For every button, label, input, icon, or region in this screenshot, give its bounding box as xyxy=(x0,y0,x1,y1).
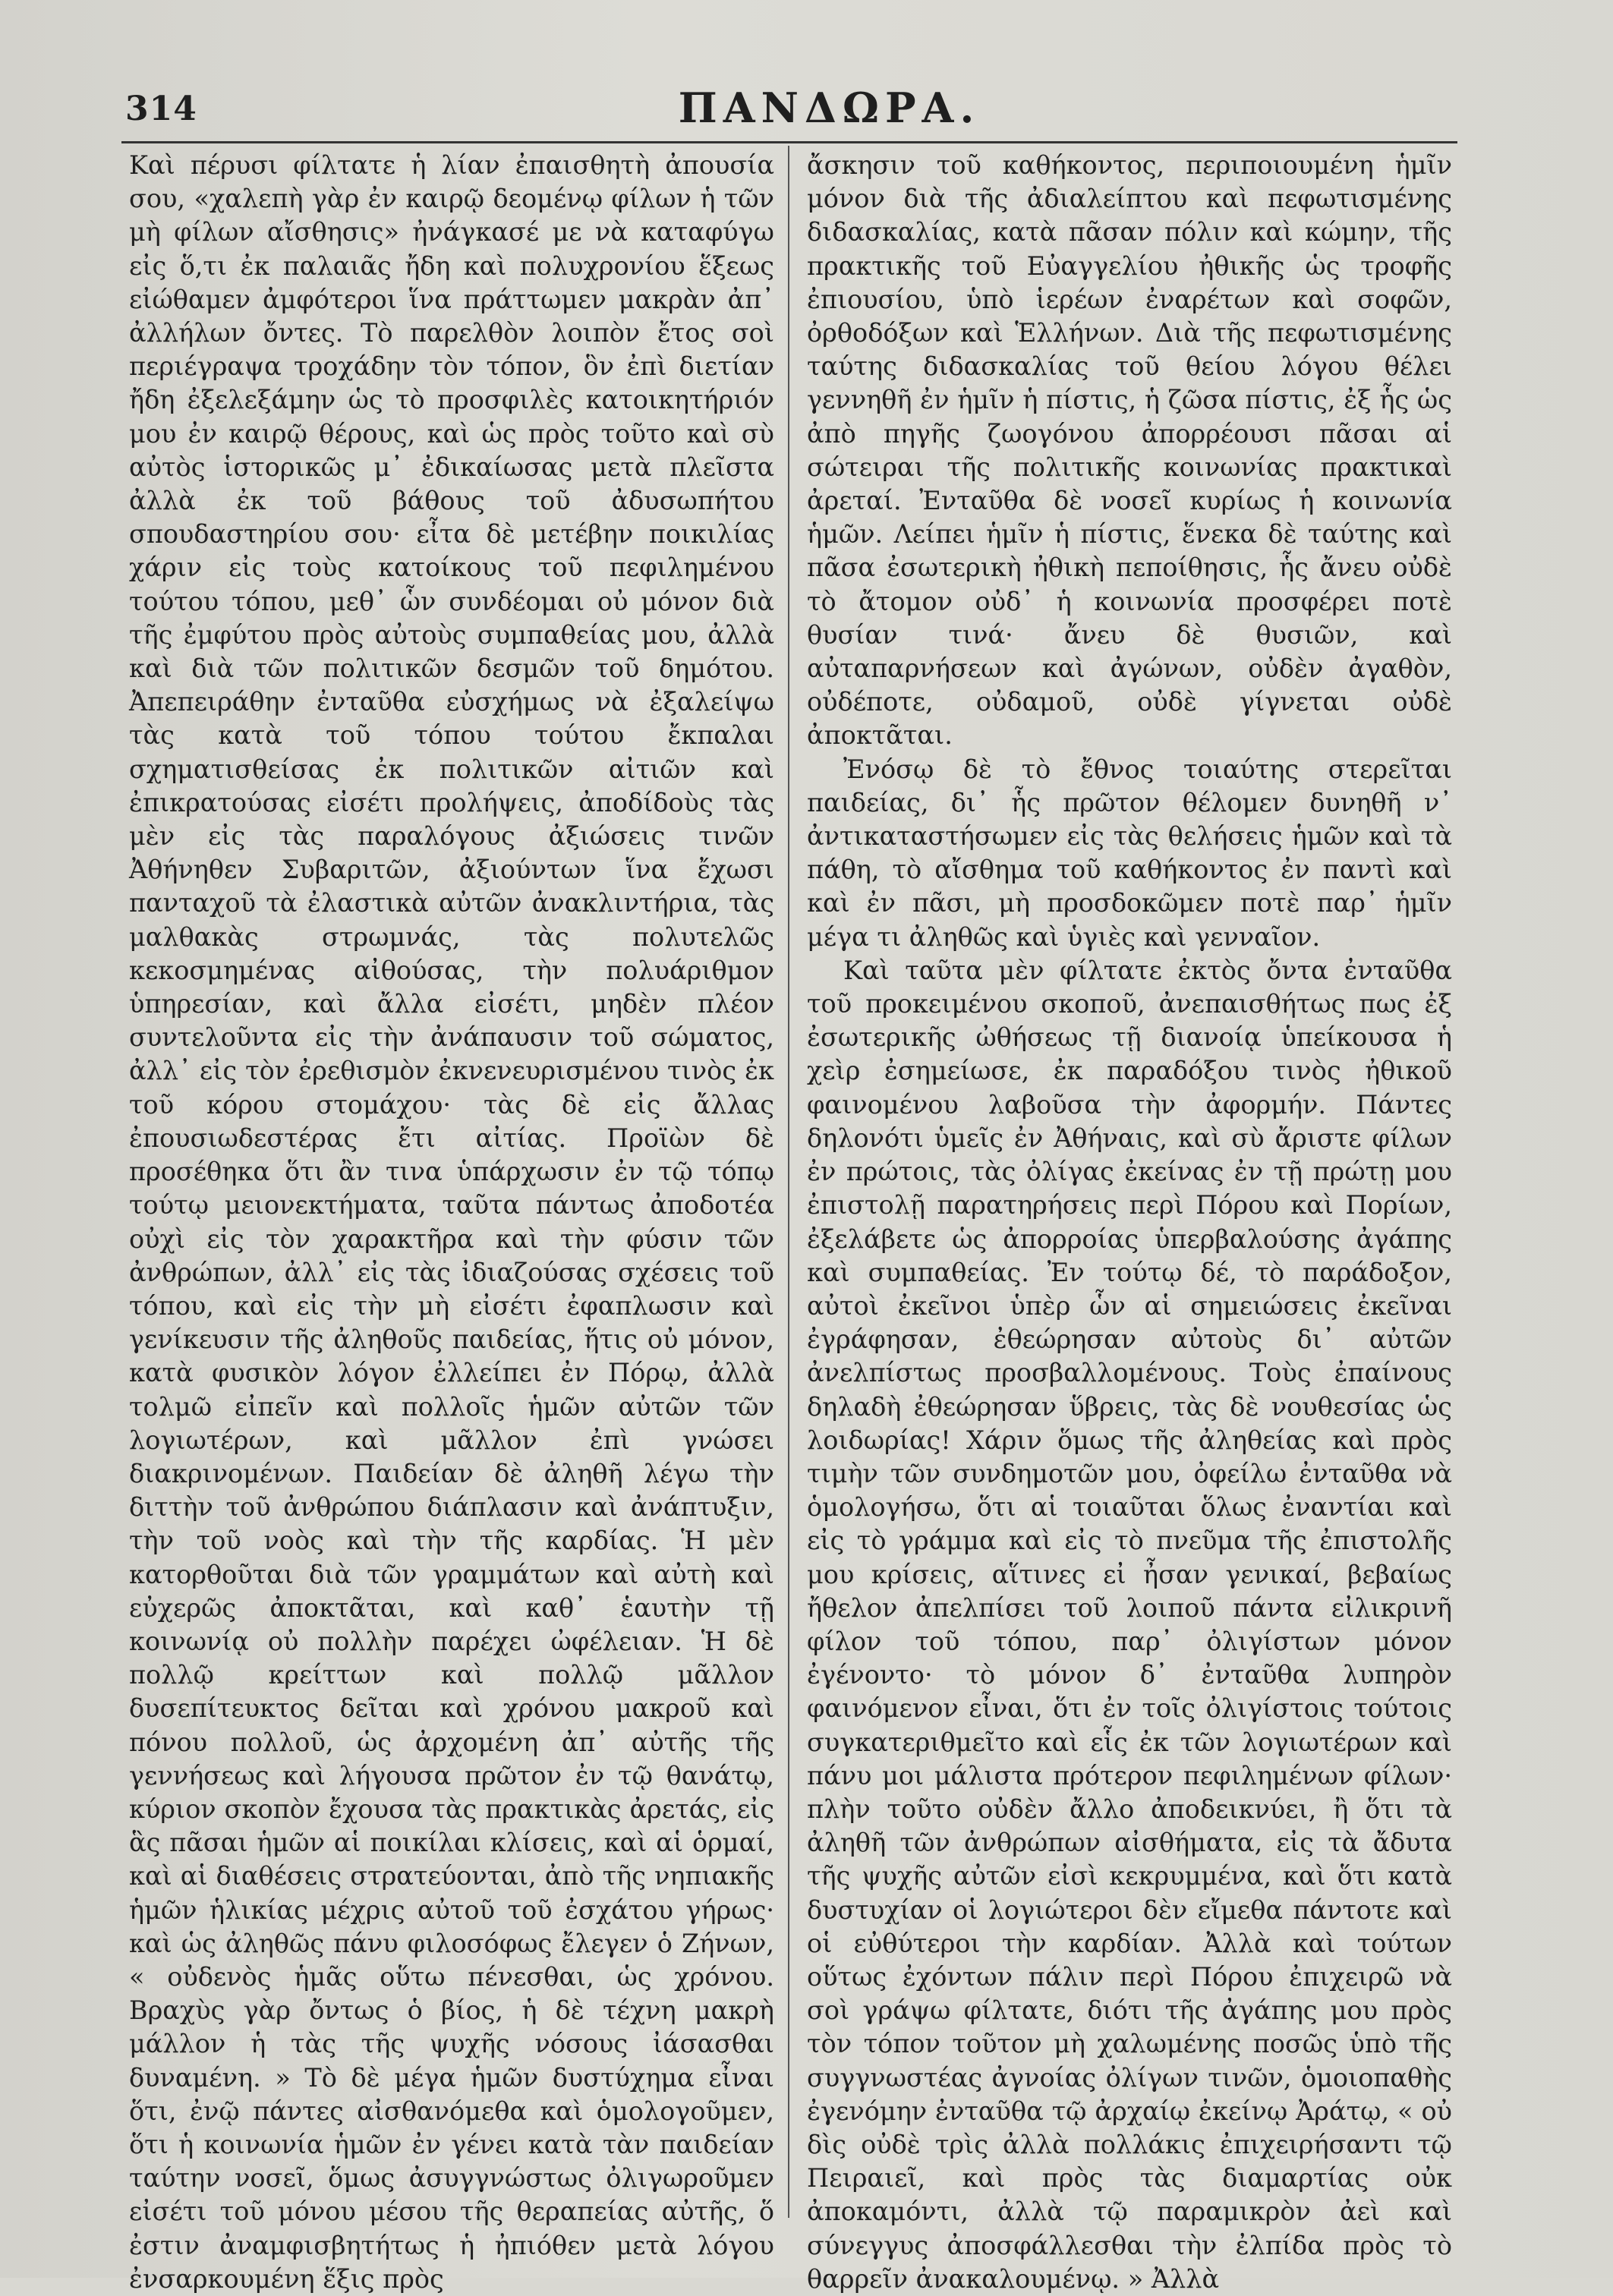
left-column xyxy=(129,149,774,2294)
right-column xyxy=(807,149,1452,2294)
running-title: ΠΑΝΔΩΡΑ. xyxy=(678,83,981,132)
right-paragraph-1: ἄσκησιν τοῦ καθήκοντος, περιποιουμένη ἡμῖν μόνον διὰ τῆς ἀδιαλείπτου καὶ πεφωτισμένης διδασκαλίας, κατὰ πᾶσαν πόλιν καὶ κώμην, τῆς πρακτικῆς τοῦ Εὐαγγελίου ἠθικῆς ὡς τροφῆς ἐπιουσίου, ὑπὸ ἱερέων ἐναρέτων καὶ σοφῶν, ὀρθοδόξων καὶ Ἑλλήνων. Διὰ τῆς πεφωτισμένης ταύτης διδασκαλίας τοῦ θείου λόγου θέλει γεννηθῆ ἐν ἡμῖν ἡ πίστις, ἡ ζῶσα πίστις, ἐξ ἧς ὡς ἀπὸ πηγῆς ζωογόνου ἀπορρέουσι πᾶσαι αἱ σώτειραι τῆς πολιτικῆς κοινωνίας πρακτικαὶ ἀρεταί. Ἐνταῦθα δὲ νοσεῖ κυρίως ἡ κοινωνία ἡμῶν. Λείπει ἡμῖν ἡ πίστις, ἕνεκα δὲ ταύτης καὶ πᾶσα ἐσωτερικὴ ἠθικὴ πεποίθησις, ἧς ἄνευ οὐδὲ τὸ ἄτομον οὐδ᾽ ἡ κοινωνία προσφέρει ποτὲ θυσίαν τινά· ἄνευ δὲ θυσιῶν, καὶ αὐταπαρνήσεων καὶ ἀγώνων, οὐδὲν ἀγαθὸν, οὐδέποτε, οὐδαμοῦ, οὐδὲ γίγνεται οὐδὲ ἀποκτᾶται. xyxy=(807,150,1452,751)
header-rule xyxy=(121,141,1457,143)
right-paragraph-2: Ἐνόσῳ δὲ τὸ ἔθνος τοιαύτης στερεῖται παιδείας, δι᾽ ἧς πρῶτον θέλομεν δυνηθῆ ν᾽ ἀντικαταστήσωμεν εἰς τὰς θελήσεις ἡμῶν καὶ τὰ πάθη, τὸ αἴσθημα τοῦ καθήκοντος ἐν παντὶ καὶ καὶ ἐν πᾶσι, μὴ προσδοκῶμεν ποτὲ παρ᾽ ἡμῖν μέγα τι ἀληθῶς καὶ ὑγιὲς καὶ γενναῖον. xyxy=(807,754,1452,952)
left-paragraph-1: Καὶ πέρυσι φίλτατε ἡ λίαν ἐπαισθητὴ ἀπουσία σου, «χαλεπὴ γὰρ ἐν καιρῷ δεομένῳ φίλων ἡ τῶν μὴ φίλων αἴσθησις» ἠνάγκασέ με νὰ καταφύγω εἰς ὅ,τι ἐκ παλαιᾶς ἤδη καὶ πολυχρονίου ἕξεως εἰώθαμεν ἀμφότεροι ἵνα πράττωμεν μακρὰν ἀπ᾽ ἀλλήλων ὄντες. Τὸ παρελθὸν λοιπὸν ἔτος σοὶ περιέγραψα τροχάδην τὸν τόπον, ὃν ἐπὶ διετίαν ἤδη ἐξελεξάμην ὡς τὸ προσφιλὲς κατοικητήριόν μου ἐν καιρῷ θέρους, καὶ ὡς πρὸς τοῦτο καὶ σὺ αὐτὸς ἱστορικῶς μ᾽ ἐδικαίωσας μετὰ πλεῖστα ἀλλὰ ἐκ τοῦ βάθους τοῦ ἀδυσωπήτου σπουδαστηρίου σου· εἶτα δὲ μετέβην ποικιλίας χάριν εἰς τοὺς κατοίκους τοῦ πεφιλημένου τούτου τόπου, μεθ᾽ ὧν συνδέομαι οὐ μόνον διὰ τῆς ἐμφύτου πρὸς αὐτοὺς συμπαθείας μου, ἀλλὰ καὶ διὰ τῶν πολιτικῶν δεσμῶν τοῦ δημότου. Ἀπεπειράθην ἐνταῦθα εὐσχήμως νὰ ἐξαλείψω τὰς κατὰ τοῦ τόπου τούτου ἔκπαλαι σχηματισθείσας ἐκ πολιτικῶν αἰτιῶν καὶ ἐπικρατούσας εἰσέτι προλήψεις, ἀποδίδοὺς τὰς μὲν εἰς τὰς παραλόγους ἀξιώσεις τινῶν Ἀθήνηθεν Συβαριτῶν, ἀξιούντων ἵνα ἔχωσι πανταχοῦ τὰ ἐλαστικὰ αὐτῶν ἀνακλιντήρια, τὰς μαλθακὰς στρωμνάς, τὰς πολυτελῶς κεκοσμημένας αἰθούσας, τὴν πολυάριθμον ὑπηρεσίαν, καὶ ἄλλα εἰσέτι, μηδὲν πλέον συντελοῦντα εἰς τὴν ἀνάπαυσιν τοῦ σώματος, ἀλλ᾽ εἰς τὸν ἐρεθισμὸν ἐκνενευρισμένου τινὸς ἐκ τοῦ κόρου στομάχου· τὰς δὲ εἰς ἄλλας ἐπουσιωδεστέρας ἔτι αἰτίας. Προϊὼν δὲ προσέθηκα ὅτι ἂν τινα ὑπάρχωσιν ἐν τῷ τόπῳ τούτῳ μειονεκτήματα, ταῦτα πάντως ἀποδοτέα οὐχὶ εἰς τὸν χαρακτῆρα καὶ τὴν φύσιν τῶν ἀνθρώπων, ἀλλ᾽ εἰς τὰς ἰδιαζούσας σχέσεις τοῦ τόπου, καὶ εἰς τὴν μὴ εἰσέτι ἐφαπλωσιν καὶ γενίκευσιν τῆς ἀληθοῦς παιδείας, ἥτις οὐ μόνον, κατὰ φυσικὸν λόγον ἐλλείπει ἐν Πόρῳ, ἀλλὰ τολμῶ εἰπεῖν καὶ πολλοῖς ἡμῶν αὐτῶν τῶν λογιωτέρων, καὶ μᾶλλον ἐπὶ γνώσει διακρινομένων. Παιδείαν δὲ ἀληθῆ λέγω τὴν διττὴν τοῦ ἀνθρώπου διάπλασιν καὶ ἀνάπτυξιν, τὴν τοῦ νοὸς καὶ τὴν τῆς καρδίας. Ἡ μὲν κατορθοῦται διὰ τῶν γραμμάτων καὶ αὐτὴ καὶ εὐχερῶς ἀποκτᾶται, καὶ καθ᾽ ἑαυτὴν τῇ κοινωνίᾳ οὐ πολλὴν παρέχει ὠφέλειαν. Ἡ δὲ πολλῷ κρείττων καὶ πολλῷ μᾶλλον δυσεπίτευκτος δεῖται καὶ χρόνου μακροῦ καὶ πόνου πολλοῦ, ὡς ἀρχομένη ἀπ᾽ αὐτῆς τῆς γεννήσεως καὶ λήγουσα πρῶτον ἐν τῷ θανάτῳ, κύριον σκοπὸν ἔχουσα τὰς πρακτικὰς ἀρετάς, εἰς ἃς πᾶσαι ἡμῶν αἱ ποικίλαι κλίσεις, καὶ αἱ ὁρμαί, καὶ αἱ διαθέσεις στρατεύονται, ἀπὸ τῆς νηπιακῆς ἡμῶν ἡλικίας μέχρις αὐτοῦ τοῦ ἐσχάτου γήρως· καὶ ὡς ἀληθῶς πάνυ φιλοσόφως ἔλεγεν ὁ Ζήνων, « οὐδενὸς ἡμᾶς οὕτω πένεσθαι, ὡς χρόνου. Βραχὺς γὰρ ὄντως ὁ βίος, ἡ δὲ τέχνη μακρὴ μάλλον ἡ τὰς τῆς ψυχῆς νόσους ἰάσασθαι δυναμένη. » Τὸ δὲ μέγα ἡμῶν δυστύχημα εἶναι ὅτι, ἐνῷ πάντες αἰσθανόμεθα καὶ ὁμολογοῦμεν, ὅτι ἡ κοινωνία ἡμῶν ἐν γένει κατὰ τὰν παιδείαν ταύτην νοσεῖ, ὅμως ἀσυγγνώστως ὀλιγωροῦμεν εἰσέτι τοῦ μόνου μέσου τῆς θεραπείας αὐτῆς, ὅ ἐστιν ἀναμφισβητήτως ἡ ἠπιόθεν μετὰ λόγου ἐνσαρκουμένη ἕξις πρὸς xyxy=(129,150,774,2294)
right-paragraph-3: Καὶ ταῦτα μὲν φίλτατε ἐκτὸς ὄντα ἐνταῦθα τοῦ προκειμένου σκοποῦ, ἀνεπαισθήτως πως ἐξ ἐσωτερικῆς ὠθήσεως τῇ διανοίᾳ ὑπείκουσα ἡ χεὶρ ἐσημείωσε, ἐκ παραδόξου τινὸς ἠθικοῦ φαινομένου λαβοῦσα τὴν ἀφορμήν. Πάντες δηλονότι ὑμεῖς ἐν Ἀθήναις, καὶ σὺ ἄριστε φίλων ἐν πρώτοις, τὰς ὀλίγας ἐκείνας ἐν τῇ πρώτῃ μου ἐπιστολῇ παρατηρήσεις περὶ Πόρου καὶ Πορίων, ἐξελάβετε ὡς ἀπορροίας ὑπερβαλούσης ἀγάπης καὶ συμπαθείας. Ἐν τούτῳ δέ, τὸ παράδοξον, αὐτοὶ ἐκεῖνοι ὑπὲρ ὧν αἱ σημειώσεις ἐκεῖναι ἐγράφησαν, ἐθεώρησαν αὐτοὺς δι᾽ αὐτῶν ἀνελπίστως προσβαλλομένους. Τοὺς ἐπαίνους δηλαδὴ ἐθεώρησαν ὕβρεις, τὰς δὲ νουθεσίας ὡς λοιδωρίας! Χάριν ὅμως τῆς ἀληθείας καὶ πρὸς τιμὴν τῶν συνδημοτῶν μου, ὀφείλω ἐνταῦθα νὰ ὁμολογήσω, ὅτι αἱ τοιαῦται ὅλως ἐναντίαι καὶ εἰς τὸ γράμμα καὶ εἰς τὸ πνεῦμα τῆς ἐπιστολῆς μου κρίσεις, αἵτινες εἰ ἦσαν γενικαί, βεβαίως ἤθελον ἀπελπίσει τοῦ λοιποῦ πάντα εἰλικρινῆ φίλον τοῦ τόπου, παρ᾽ ὀλιγίστων μόνον ἐγένοντο· τὸ μόνον δ᾽ ἐνταῦθα λυπηρὸν φαινόμενον εἶναι, ὅτι ἐν τοῖς ὀλιγίστοις τούτοις συγκατεριθμεῖτο καὶ εἷς ἐκ τῶν λογιωτέρων καὶ πάνυ μοι μάλιστα πρότερον πεφιλημένων φίλων· πλὴν τοῦτο οὐδὲν ἄλλο ἀποδεικνύει, ἢ ὅτι τὰ ἀληθῆ τῶν ἀνθρώπων αἰσθήματα, εἰς τὰ ἄδυτα τῆς ψυχῆς αὐτῶν εἰσὶ κεκρυμμένα, καὶ ὅτι κατὰ δυστυχίαν οἱ λογιώτεροι δὲν εἴμεθα πάντοτε καὶ οἱ εὐθύτεροι τὴν καρδίαν. Ἀλλὰ καὶ τούτων οὕτως ἐχόντων πάλιν περὶ Πόρου ἐπιχειρῶ νὰ σοὶ γράψω φίλτατε, διότι τῆς ἀγάπης μου πρὸς τὸν τόπον τοῦτον μὴ χαλωμένης ποσῶς ὑπὸ τῆς συγγνωστέας ἀγνοίας ὀλίγων τινῶν, ὁμοιοπαθὴς ἐγενόμην ἐνταῦθα τῷ ἀρχαίῳ ἐκείνῳ Ἀράτῳ, « οὐ δὶς οὐδὲ τρὶς ἀλλὰ πολλάκις ἐπιχειρήσαντι τῷ Πειραιεῖ, καὶ πρὸς τὰς διαμαρτίας οὐκ ἀποκαμόντι, ἀλλὰ τῷ παραμικρὸν ἀεὶ καὶ σύνεγγυς ἀποσφάλλεσθαι τὴν ἐλπίδα πρὸς τὸ θαρρεῖν ἀνακαλουμένῳ. » Ἀλλὰ xyxy=(807,955,1452,2294)
page-number: 314 xyxy=(125,90,197,128)
column-divider xyxy=(788,146,789,2218)
